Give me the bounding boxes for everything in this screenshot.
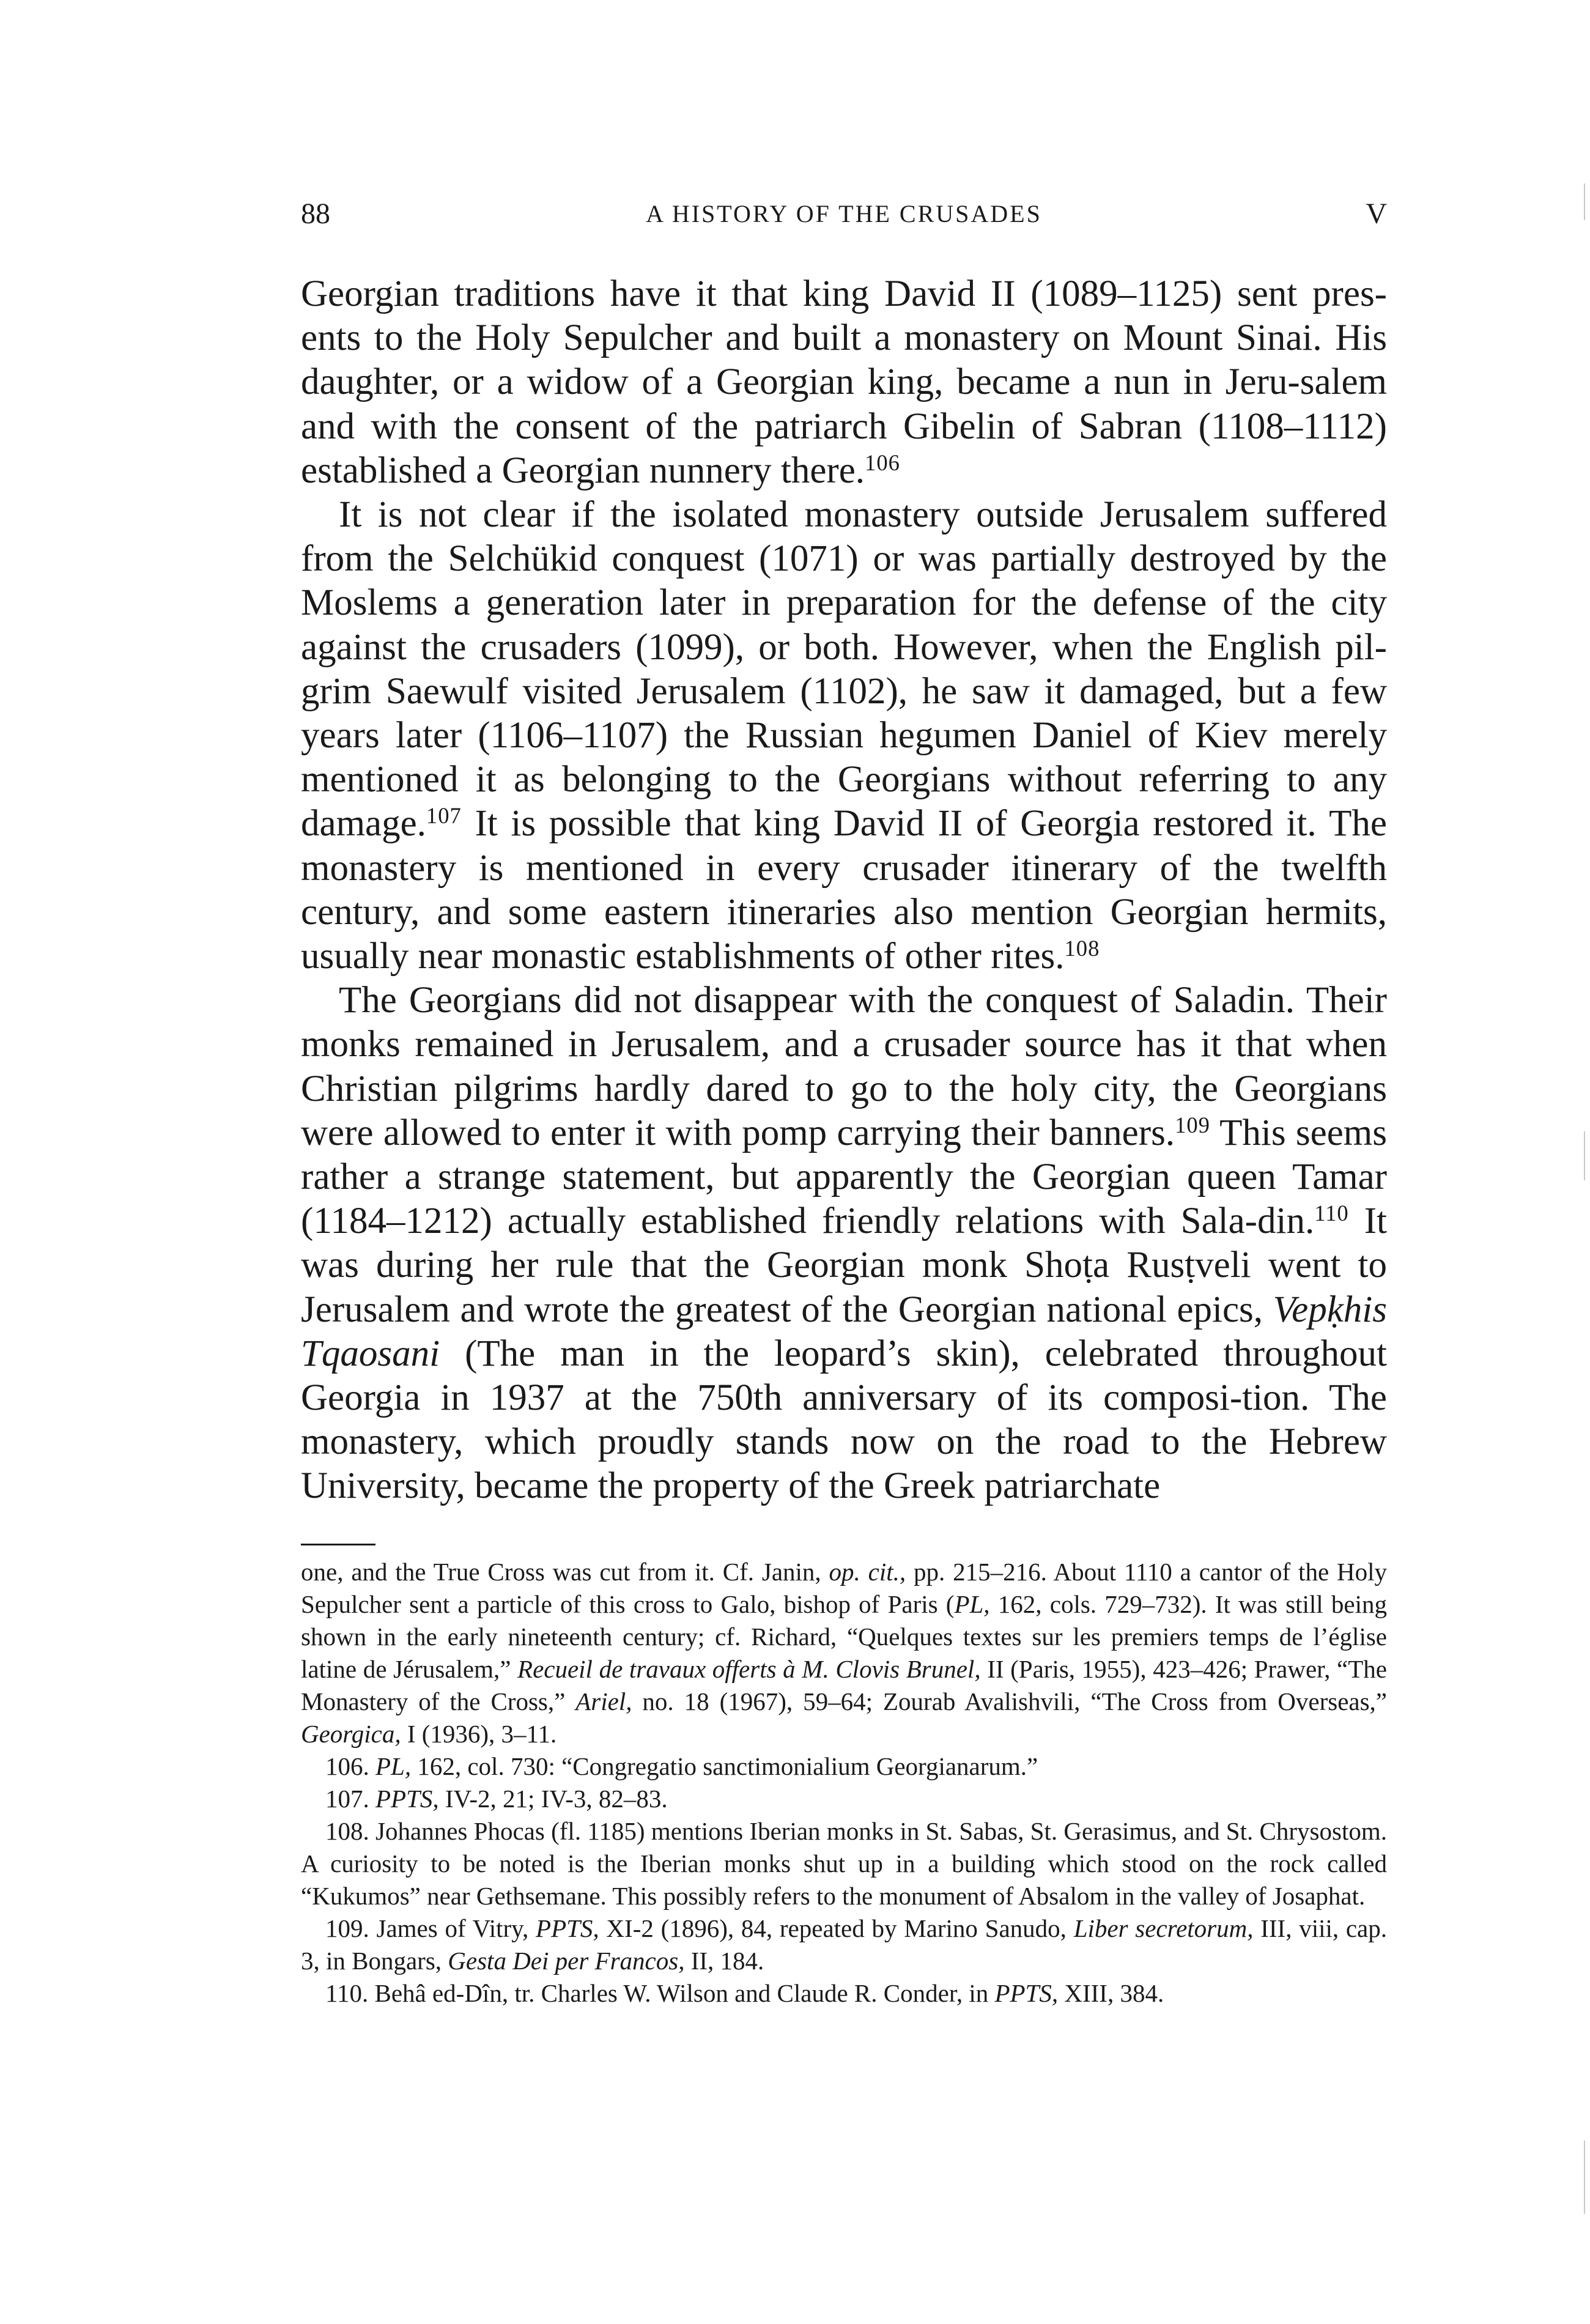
footnote-text: one, and the True Cross was cut from it. Cf. Janin, [301, 1558, 829, 1586]
footnote-italic: Ariel, [575, 1687, 632, 1715]
footnote-italic: op. cit., [829, 1558, 906, 1586]
scan-edge-mark [1584, 2141, 1585, 2214]
footnote-ref-107: 107 [426, 803, 462, 829]
footnote-italic: PL, [375, 1752, 412, 1780]
epic-title: Vepḳhis Tqaosani [301, 1289, 1387, 1374]
paragraph-1 [301, 272, 1387, 493]
scan-edge-mark [1584, 1131, 1585, 1180]
footnote-continued [301, 1556, 1387, 1750]
paragraph-3-text: The Georgians did not disappear with the conquest of Saladin. Their monks remained in Jerusalem, and a crusader source has it that when Christian pilgrims hardly dared to go to the holy city, the Georgians were allowed to enter it with pomp carrying their banners. [301, 980, 1387, 1153]
footnote-108 [301, 1815, 1387, 1912]
footnote-text: XI-2 (1896), 84, repeated by Marino Sanudo, [599, 1914, 1074, 1942]
scan-edge-mark [1584, 183, 1585, 220]
footnote-ref-108: 108 [1064, 935, 1100, 961]
footnote-text: IV-2, 21; IV-3, 82–83. [438, 1785, 668, 1813]
paragraph-3-text-cont: This seems rather a strange statement, but apparently the Georgian queen Tamar (1184–1212) actually established friendly relations with Sala-din. [301, 1112, 1387, 1242]
footnote-107 [301, 1783, 1387, 1815]
footnote-106 [301, 1750, 1387, 1783]
footnote-109 [301, 1912, 1387, 1977]
footnote-text: no. 18 (1967), 59–64; Zourab Avalishvili, “The Cross from Overseas,” [632, 1687, 1387, 1715]
running-header [301, 197, 1387, 234]
footnote-italic: PPTS, [536, 1914, 599, 1942]
paragraph-3 [301, 979, 1387, 1508]
footnote-italic: PPTS, [375, 1785, 439, 1813]
footnote-110 [301, 1977, 1387, 2010]
paragraph-3-text-cont2: It was during her rule that the Georgian monk Shoṭa Rusṭveli went to Jerusalem and wrote the greatest of the Georgian national epics, [301, 1201, 1387, 1330]
paragraph-2-text-cont: It is possible that king David II of Georgia restored it. The monastery is mentioned in every crusader itinerary of the twelfth century, and some eastern itineraries also mention Georgian hermits, usually near monastic establishments of other rites. [301, 803, 1387, 977]
footnote-text: pp. 215–216. About 1110 a cantor of the Holy Sepulcher sent a particle of this cross to Galo, bishop of Paris ( [301, 1558, 1388, 1618]
footnote-text: 162, col. 730: “Congregatio sanctimonialium Georgianarum.” [411, 1752, 1038, 1780]
footnote-text: 109. James of Vitry, [325, 1914, 536, 1942]
footnote-italic: Liber secretorum, [1073, 1914, 1254, 1942]
footnote-ref-109: 109 [1175, 1112, 1210, 1138]
footnote-text: 110. Behâ ed-Dîn, tr. Charles W. Wilson and Claude R. Conder, in [325, 1979, 995, 2007]
main-text [301, 272, 1387, 1509]
footnotes [301, 1556, 1387, 2010]
paragraph-2 [301, 493, 1387, 979]
paragraph-1-text: Georgian traditions have it that king David II (1089–1125) sent pres-ents to the Holy Sepulcher and built a monastery on Mount Sinai. His daughter, or a widow of a Georgian king, became a nun in Jeru-salem and with the consent of the patriarch Gibelin of Sabran (1108–1112) established a Georgian nunnery there. [301, 273, 1387, 491]
footnote-text: 162, cols. 729–732). It was still being shown in the early nineteenth century; cf. Richard, “Quelques textes sur les premiers temps de l’église latine de Jérusalem,” [301, 1590, 1387, 1683]
footnote-italic: Gesta Dei per Francos, [448, 1947, 685, 1975]
footnote-italic: Georgica, [301, 1720, 401, 1748]
footnote-ref-106: 106 [865, 450, 900, 475]
footnote-italic: PL, [954, 1590, 990, 1618]
paragraph-3-text-end: (The man in the leopard’s skin), celebrated throughout Georgia in 1937 at the 750th anniversary of its composi-tion. The monastery, which proudly stands now on the road to the Hebrew University, became the property of the Greek patriarchate [301, 1333, 1387, 1507]
footnote-text: I (1936), 3–11. [401, 1720, 557, 1748]
footnote-text: II, 184. [684, 1947, 764, 1975]
footnote-ref-110: 110 [1314, 1201, 1349, 1226]
chapter-number: V [1366, 198, 1387, 230]
paragraph-2-text: It is not clear if the isolated monastery outside Jerusalem suffered from the Selchükid conquest (1071) or was partially destroyed by the Moslems a generation later in preparation for the defense of the city against the crusaders (1099), or both. However, when the English pil-grim Saewulf visited Jerusalem (1102), he saw it damaged, but a few years later (1106–1107) the Russian hegumen Daniel of Kiev merely mentioned it as belonging to the Georgians without referring to any damage. [301, 494, 1387, 845]
footnote-italic: PPTS, [994, 1979, 1059, 2007]
running-title: A HISTORY OF THE CRUSADES [646, 200, 1042, 228]
footnote-text: 108. Johannes Phocas (fl. 1185) mentions Iberian monks in St. Sabas, St. Gerasimus, and St. Chrysostom. A curiosity to be noted is the Iberian monks shut up in a building which stood on the rock called “Kukumos” near Gethsemane. This possibly refers to the monument of Absalom in the valley of Josaphat. [301, 1817, 1387, 1910]
footnote-text: 107. [325, 1785, 375, 1813]
footnote-italic: Recueil de travaux offerts à M. Clovis Brunel, [517, 1655, 981, 1683]
footnote-text: 106. [325, 1752, 375, 1780]
footnote-text: II (Paris, 1955), 423–426; Prawer, “The Monastery of the Cross,” [301, 1655, 1387, 1715]
footnote-text: III, viii, cap. 3, in Bongars, [301, 1914, 1388, 1975]
footnote-rule [301, 1544, 375, 1545]
page-number: 88 [301, 198, 330, 230]
footnote-text: XIII, 384. [1058, 1979, 1164, 2007]
